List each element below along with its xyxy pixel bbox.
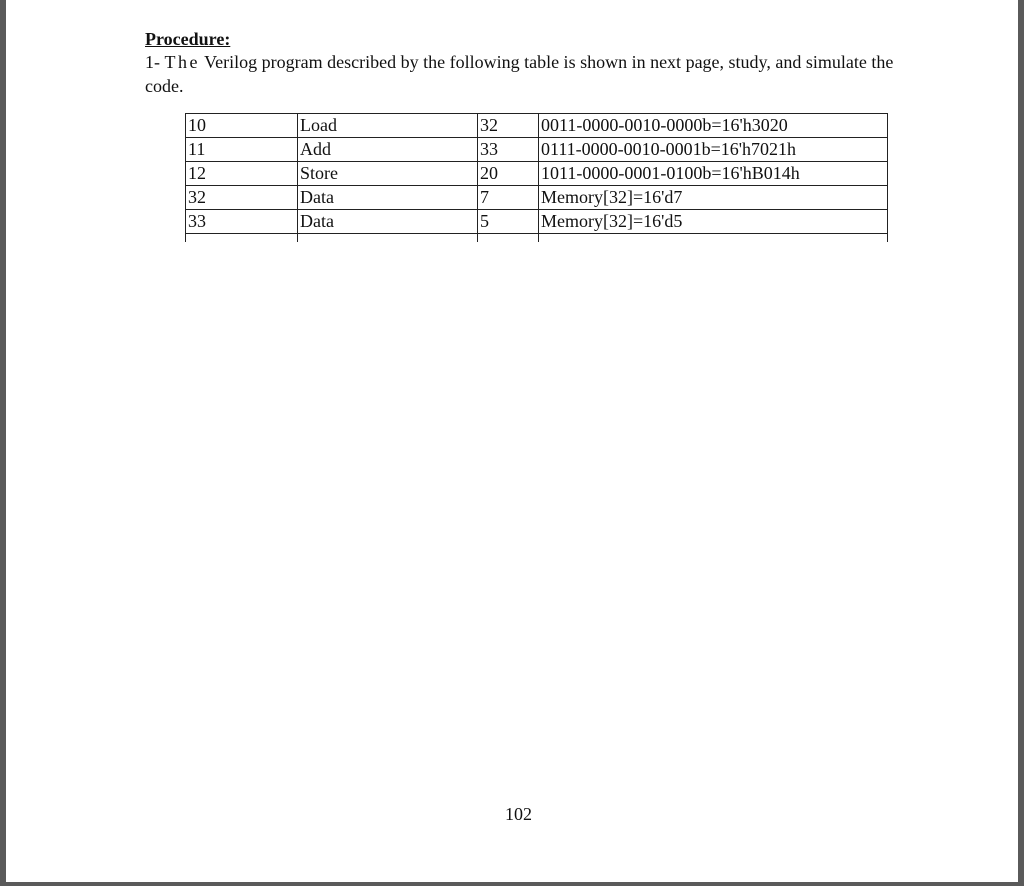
- encoding-cell: Memory[32]=16'd7: [539, 186, 888, 210]
- operand-cell: 20: [478, 162, 539, 186]
- procedure-heading: Procedure:: [145, 29, 231, 49]
- step-prefix: 1-: [145, 52, 165, 72]
- procedure-paragraph: [145, 50, 905, 98]
- operand-cell: 33: [478, 138, 539, 162]
- instruction-cell: Data: [298, 210, 478, 234]
- instruction-cell: Add: [298, 138, 478, 162]
- document-page: [6, 0, 1018, 882]
- instruction-cell: Data: [298, 186, 478, 210]
- paragraph-text: Verilog program described by the following table is shown in next page, study, and simulate the code.: [145, 52, 894, 96]
- address-cell: 10: [186, 114, 298, 138]
- table-row: [186, 162, 888, 186]
- operand-cell: 7: [478, 186, 539, 210]
- table-row: [186, 138, 888, 162]
- table-row: [186, 210, 888, 234]
- operand-cell: 32: [478, 114, 539, 138]
- page-number: 102: [505, 804, 532, 824]
- operand-cell: 5: [478, 210, 539, 234]
- empty-cell: [298, 234, 478, 243]
- empty-cell: [186, 234, 298, 243]
- empty-cell: [478, 234, 539, 243]
- spaced-word: The: [164, 52, 200, 72]
- table-row-empty: [186, 234, 888, 243]
- address-cell: 12: [186, 162, 298, 186]
- encoding-cell: 0011-0000-0010-0000b=16'h3020: [539, 114, 888, 138]
- instruction-table: [185, 113, 888, 242]
- table-row: [186, 186, 888, 210]
- table-row: [186, 114, 888, 138]
- empty-cell: [539, 234, 888, 243]
- encoding-cell: 0111-0000-0010-0001b=16'h7021h: [539, 138, 888, 162]
- address-cell: 32: [186, 186, 298, 210]
- address-cell: 33: [186, 210, 298, 234]
- encoding-cell: 1011-0000-0001-0100b=16'hB014h: [539, 162, 888, 186]
- instruction-cell: Store: [298, 162, 478, 186]
- encoding-cell: Memory[32]=16'd5: [539, 210, 888, 234]
- instruction-cell: Load: [298, 114, 478, 138]
- address-cell: 11: [186, 138, 298, 162]
